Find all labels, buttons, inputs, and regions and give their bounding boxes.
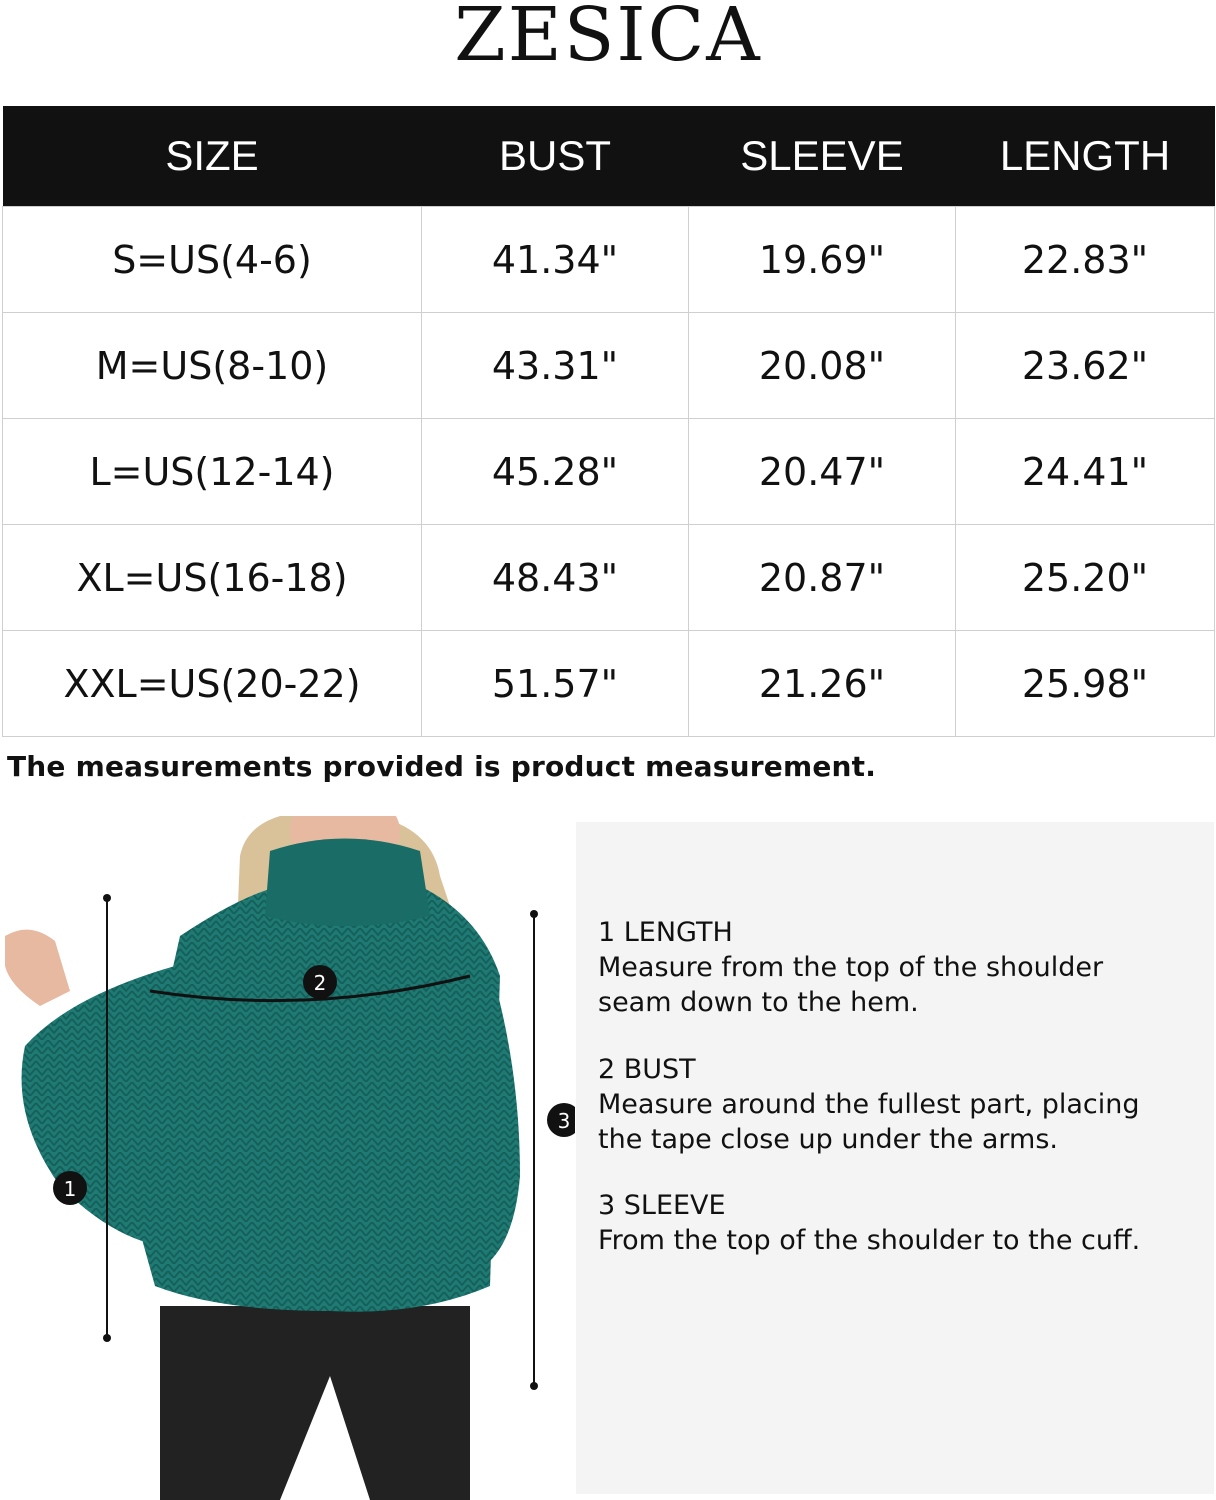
size-cell: L=US(12-14): [3, 419, 422, 525]
instruction-text: [598, 950, 1103, 1020]
measurement-note: The measurements provided is product measurement.: [7, 750, 877, 783]
length-cell: 25.20": [956, 525, 1215, 631]
sweater-model-photo: [0, 816, 575, 1500]
instruction-line: Measure around the fullest part, placing: [598, 1089, 1140, 1120]
instruction-title: 2 BUST: [598, 1054, 696, 1085]
marker-3: [547, 1103, 575, 1137]
turtleneck: [265, 839, 430, 927]
size-chart-table: [2, 106, 1215, 737]
size-cell: XL=US(16-18): [3, 525, 422, 631]
sleeve-cell: 21.26": [689, 631, 956, 737]
instruction-title: 1 LENGTH: [598, 917, 733, 948]
marker-1-label: 1: [63, 1177, 77, 1201]
table-row: [3, 419, 1215, 525]
sleeve-cell: 20.08": [689, 313, 956, 419]
marker-2: [303, 965, 337, 999]
instruction-line: Measure from the top of the shoulder: [598, 952, 1104, 983]
instruction-title: 3 SLEEVE: [598, 1190, 726, 1221]
column-header-sleeve: SLEEVE: [689, 106, 956, 207]
sleeve-cell: 20.87": [689, 525, 956, 631]
length-cell: 22.83": [956, 207, 1215, 313]
sleeve-cell: 20.47": [689, 419, 956, 525]
instruction-line: From the top of the shoulder to the cuff.: [598, 1225, 1141, 1256]
table-row: [3, 525, 1215, 631]
bust-cell: 51.57": [422, 631, 689, 737]
bust-cell: 48.43": [422, 525, 689, 631]
marker-3-label: 3: [557, 1109, 571, 1133]
sweater-body: [130, 886, 500, 1312]
marker-1: [53, 1171, 87, 1205]
sleeve-instruction: [598, 1190, 1140, 1258]
length-instruction: [598, 917, 1103, 1020]
length-cell: 23.62": [956, 313, 1215, 419]
bust-cell: 41.34": [422, 207, 689, 313]
pants-shape: [160, 1306, 470, 1500]
hand-shape: [5, 930, 70, 1006]
brand-logo: ZESICA: [454, 0, 762, 78]
instruction-text: [598, 1223, 1140, 1258]
instruction-text: [598, 1087, 1140, 1157]
size-cell: M=US(8-10): [3, 313, 422, 419]
column-header-size: SIZE: [3, 106, 422, 207]
table-row: [3, 313, 1215, 419]
bust-cell: 45.28": [422, 419, 689, 525]
table-row: [3, 631, 1215, 737]
length-cell: 25.98": [956, 631, 1215, 737]
column-header-bust: BUST: [422, 106, 689, 207]
length-cell: 24.41": [956, 419, 1215, 525]
table-header-row: [3, 106, 1215, 207]
instruction-line: the tape close up under the arms.: [598, 1124, 1058, 1155]
column-header-length: LENGTH: [956, 106, 1215, 207]
sleeve-cell: 19.69": [689, 207, 956, 313]
bust-instruction: [598, 1054, 1140, 1157]
measurement-guide-panel: [576, 822, 1214, 1494]
instruction-line: seam down to the hem.: [598, 987, 919, 1018]
bust-cell: 43.31": [422, 313, 689, 419]
table-row: [3, 207, 1215, 313]
size-cell: S=US(4-6): [3, 207, 422, 313]
size-cell: XXL=US(20-22): [3, 631, 422, 737]
marker-2-label: 2: [313, 971, 327, 995]
